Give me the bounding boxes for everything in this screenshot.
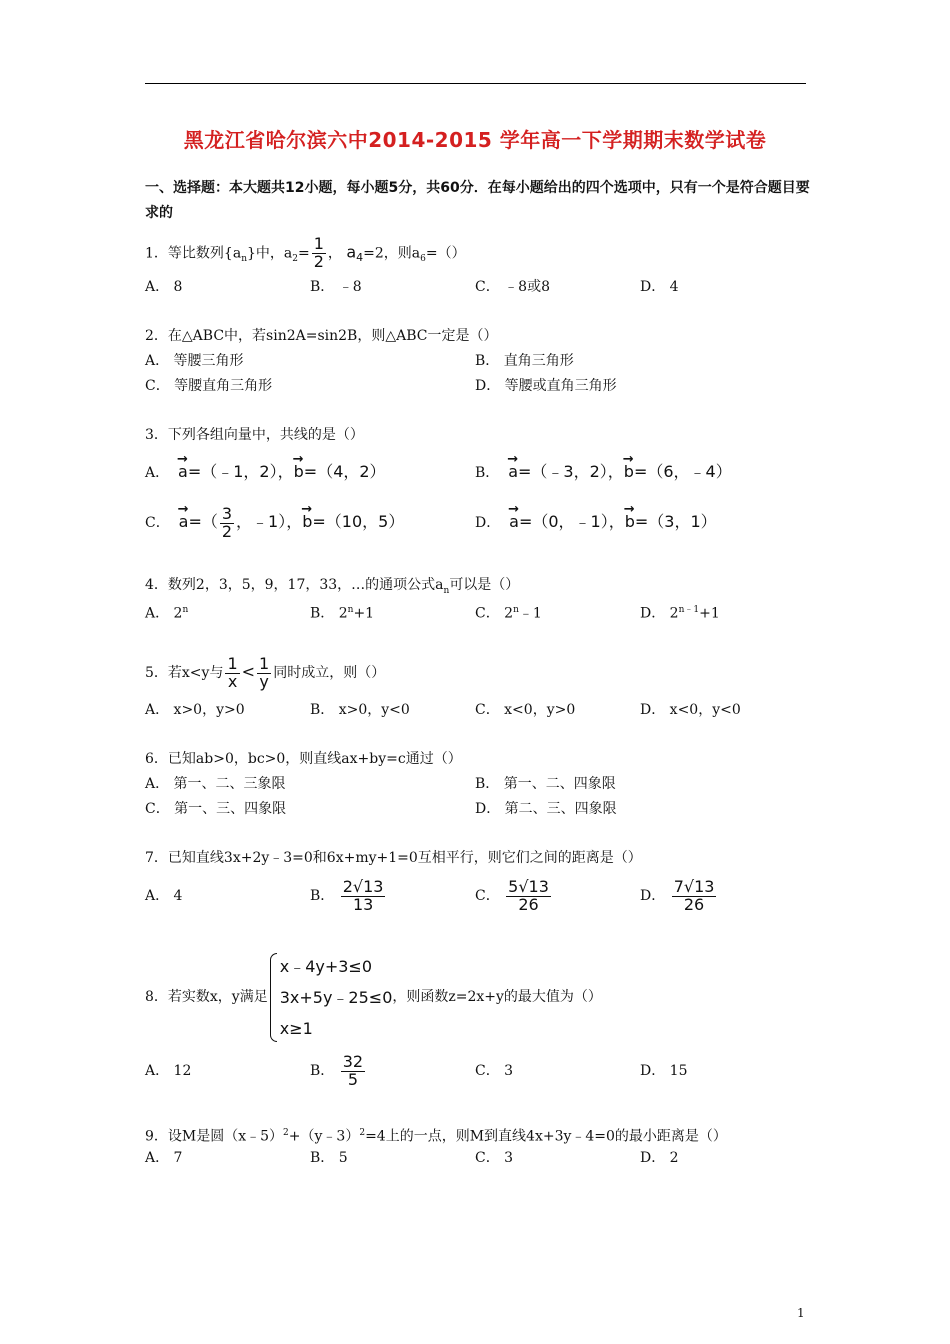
option-b: B． → a=（﹣3，2），→ b=（6，﹣4）	[475, 463, 732, 482]
inequality-system: x﹣4y+3≤0 3x+5y﹣25≤0 x≥1	[268, 951, 393, 1044]
question-3-stem: 3．下列各组向量中，共线的是（）	[145, 427, 364, 443]
option-b: B． $\frac{2√13}{13}$	[310, 876, 384, 914]
option-d: D． 2	[640, 1150, 679, 1166]
question-5-stem: 5．若x<y与 $\frac{1}{x}$ < $\frac{1}{y}$ 同时成立，则（）	[145, 653, 386, 691]
option-b: B． ﹣8	[310, 279, 362, 295]
question-4-stem: 4．数列2，3，5，9，17，33，…的通项公式$a_n$可以是（）	[145, 577, 520, 596]
option-a: A． x>0，y>0	[145, 702, 245, 718]
option-d: D． x<0，y<0	[640, 702, 741, 718]
option-a: A． 2$^n$	[145, 605, 189, 622]
question-1-stem: 1．等比数列$\{a_n\}$中，$a_2=$ $\frac{1}{2}$ ， $a_4=2$，则$a_6=()$	[145, 234, 466, 271]
option-b: B． 5	[310, 1150, 348, 1166]
question-9-stem: 9．设M是圆（x﹣5）$^2$+（y﹣3）$^2$=4上的一点，则M到直线4x+3y﹣4=0的最小距离是（）	[145, 1128, 727, 1145]
option-a: A． → a=（﹣1，2），→ b=（4，2）	[145, 463, 386, 482]
option-c: C． → a=（ $\frac{3}{2}$ ，﹣1），→ b=（10，5）	[145, 503, 404, 542]
option-c: C． 2$^n$﹣1	[475, 605, 542, 622]
option-d: D． 4	[640, 279, 679, 295]
option-a: A． 4	[145, 888, 183, 904]
option-c: C． 3	[475, 1150, 514, 1166]
option-c: C． ﹣8或8	[475, 279, 550, 295]
page-number: 1	[797, 1306, 805, 1320]
page-title: 黑龙江省哈尔滨六中2014-2015 学年高一下学期期末数学试卷	[183, 128, 767, 152]
option-d: D． $\frac{7√13}{26}$	[640, 876, 715, 914]
option-b: B． 第一、二、四象限	[475, 776, 616, 792]
option-a: A． 12	[145, 1063, 192, 1079]
option-c: C． 3	[475, 1063, 514, 1079]
question-7-stem: 7．已知直线3x+2y﹣3=0和6x+my+1=0互相平行，则它们之间的距离是（）	[145, 850, 642, 866]
option-b: B． 直角三角形	[475, 353, 574, 369]
fraction: $\frac{1}{2}$	[313, 234, 324, 271]
header-rule	[145, 83, 806, 84]
question-8-stem: 8．若实数x，y满足 x﹣4y+3≤0 3x+5y﹣25≤0 x≥1 ，则函数z=2x+y的最大值为（）	[145, 950, 602, 1044]
option-c: C． $\frac{5√13}{26}$	[475, 876, 549, 914]
option-a: A． 7	[145, 1150, 183, 1166]
option-b: B． $2^n+1$	[310, 605, 375, 622]
option-d: D． $2^{n﹣1}+1$	[640, 605, 720, 622]
option-d: D． → a=（0，﹣1），→ b=（3，1）	[475, 513, 717, 532]
section-heading: 一、选择题：本大题共12小题，每小题5分，共60分．在每小题给出的四个选项中，只有一个是符合题目要求的	[145, 180, 810, 221]
option-a: A． 第一、二、三象限	[145, 776, 286, 792]
question-2-stem: 2．在△ABC中，若sin2A=sin2B，则△ABC一定是（）	[145, 328, 498, 344]
option-c: C． 第一、三、四象限	[145, 801, 287, 817]
option-d: D． 等腰或直角三角形	[475, 378, 617, 394]
option-d: D． 第二、三、四象限	[475, 801, 617, 817]
question-6-stem: 6．已知ab>0，bc>0，则直线ax+by=c通过（）	[145, 751, 462, 767]
option-c: C． 等腰直角三角形	[145, 378, 273, 394]
option-a: A． 等腰三角形	[145, 353, 244, 369]
option-b: B． $\frac{32}{5}$	[310, 1051, 364, 1089]
option-a: A． 8	[145, 279, 183, 295]
option-b: B． x>0，y<0	[310, 702, 410, 718]
option-c: C． x<0，y>0	[475, 702, 576, 718]
option-d: D． 15	[640, 1063, 688, 1079]
